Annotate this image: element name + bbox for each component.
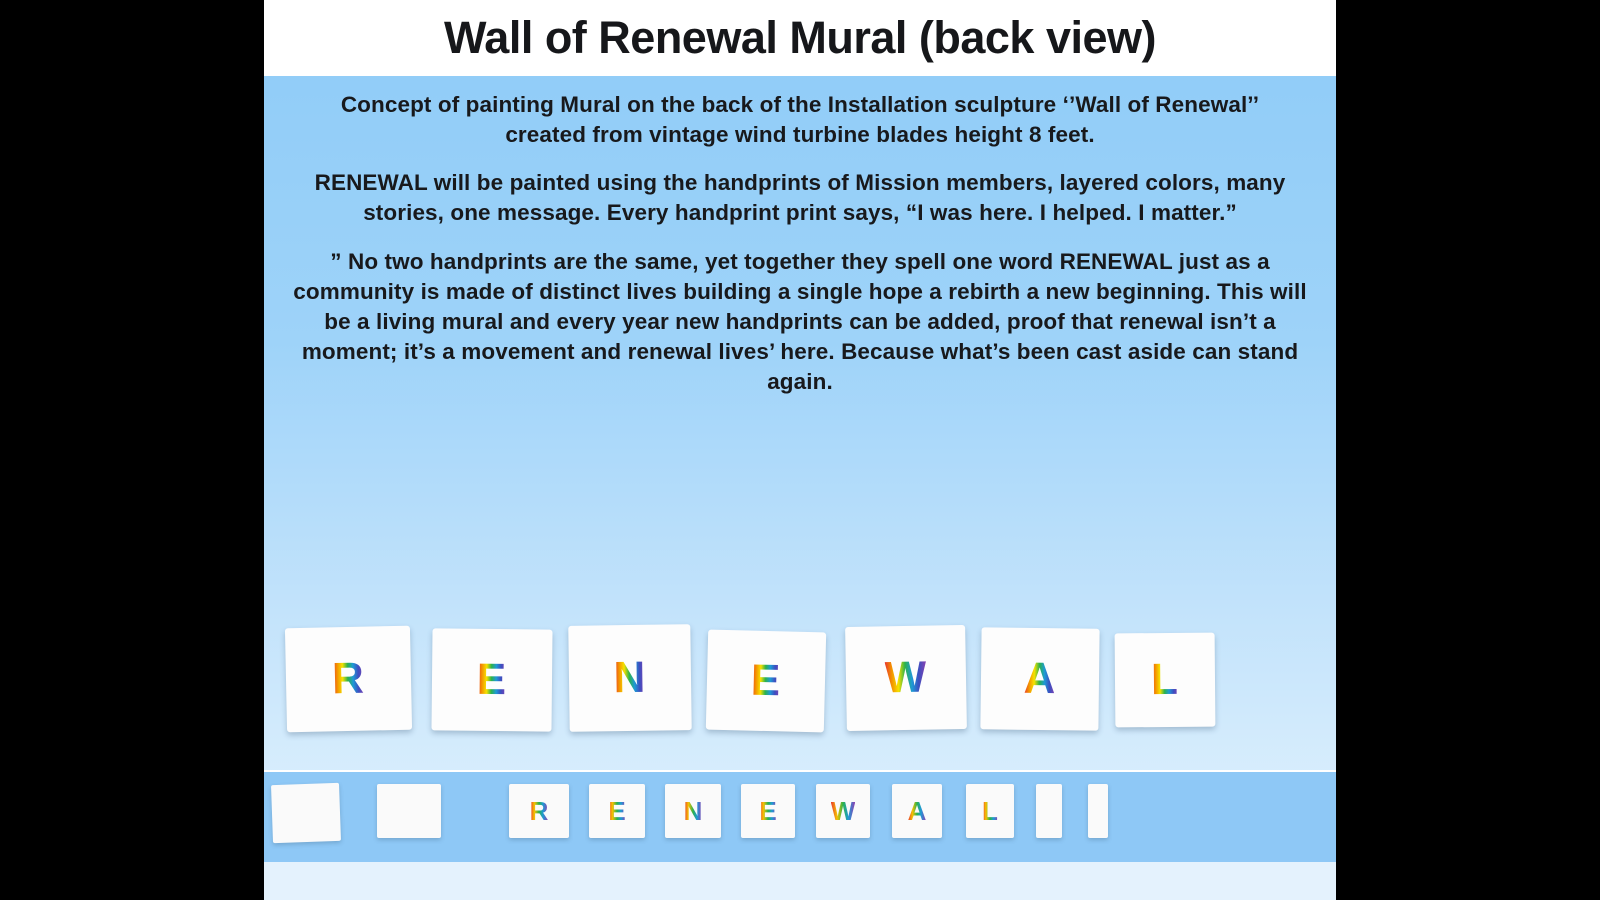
letter-card-glyph: W [884, 652, 928, 703]
paragraph-concept: Concept of painting Mural on the back of the Installation sculpture ‘’Wall of Renewal’’ created from vintage wind turbine blades height 8 feet. [340, 92, 1260, 148]
strip-card-glyph: N [683, 796, 703, 826]
letter-card-glyph: L [1150, 654, 1180, 705]
letter-cards-row [264, 615, 1336, 745]
letter-card [1115, 633, 1216, 728]
perspective-card-strip [264, 770, 1336, 867]
paragraph-living-mural: ” No two handprints are the same, yet together they spell one word RENEWAL just as a community is made of distinct lives building a single hope a rebirth a new beginning. This will be a living mural and every year new handprints can be added, proof that renewal isn’t a moment; it’s a movement and renewal lives’ here. Because what’s been cast aside can stand again. [293, 248, 1307, 395]
letter-card [980, 627, 1099, 730]
letter-card-glyph: A [1023, 653, 1057, 704]
slide-panel [264, 0, 1336, 900]
strip-card [1088, 784, 1108, 838]
strip-card-glyph: R [529, 796, 549, 826]
strip-card [665, 784, 721, 838]
strip-card [509, 784, 569, 838]
strip-card-glyph: W [830, 796, 856, 826]
strip-card-glyph: E [759, 796, 777, 826]
letter-card [285, 626, 412, 733]
strip-card [1036, 784, 1062, 838]
slide-base-strip [264, 862, 1336, 900]
strip-card-glyph: E [608, 796, 626, 826]
strip-card-glyph: A [907, 796, 927, 826]
letter-card [706, 630, 826, 733]
slide-title-bar [264, 0, 1336, 76]
strip-card [816, 784, 870, 838]
letter-card [431, 628, 552, 731]
slide-body-copy [264, 76, 1336, 411]
letter-card-glyph: E [476, 654, 508, 705]
strip-card [741, 784, 795, 838]
letter-card [845, 625, 967, 731]
strip-card [589, 784, 645, 838]
page-title: Wall of Renewal Mural (back view) [443, 12, 1156, 63]
strip-card [377, 784, 441, 838]
strip-card-glyph: L [982, 796, 998, 826]
letter-card [568, 624, 691, 732]
paragraph-handprints: RENEWAL will be painted using the handprints of Mission members, layered colors, many stories, one message. Every handprint print says, “I was here. I helped. I matter.” [314, 170, 1286, 226]
strip-card [271, 783, 341, 843]
strip-card [966, 784, 1014, 838]
strip-card [892, 784, 942, 838]
letter-card-glyph: E [750, 655, 782, 706]
letter-card-glyph: R [331, 653, 366, 704]
letter-card-glyph: N [613, 652, 647, 703]
